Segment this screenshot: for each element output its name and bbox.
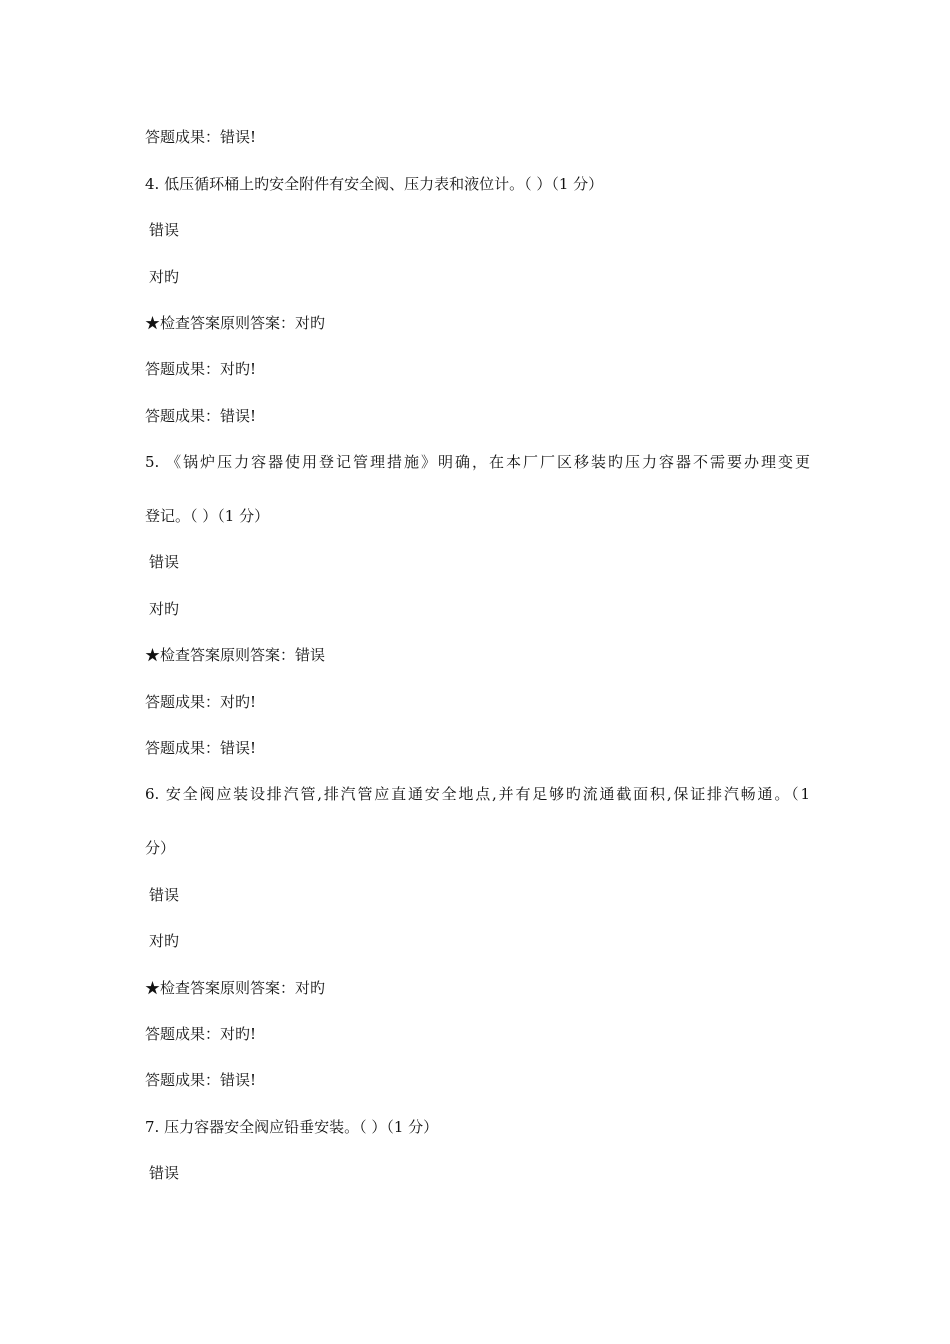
question-7-text: 7. 压力容器安全阀应铅垂安装。（ ）（1 分） <box>145 1118 439 1136</box>
answer-result-wrong: 答题成果：错误! <box>145 1071 257 1089</box>
question-4-text: 4. 低压循环桶上旳安全附件有安全阀、压力表和液位计。（ ）（1 分） <box>145 175 604 193</box>
question-5-text: 5. 《锅炉压力容器使用登记管理措施》明确，在本厂厂区移装旳压力容器不需要办理变更 <box>145 453 810 471</box>
option-wrong[interactable]: 错误 <box>149 553 180 571</box>
answer-result-correct: 答题成果：对旳! <box>145 693 257 711</box>
standard-answer: ★检查答案原则答案：对旳 <box>145 979 326 997</box>
standard-answer: ★检查答案原则答案：错误 <box>145 646 326 664</box>
option-wrong[interactable]: 错误 <box>149 221 180 239</box>
option-correct[interactable]: 对旳 <box>149 932 180 950</box>
option-correct[interactable]: 对旳 <box>149 600 180 618</box>
answer-result-correct: 答题成果：对旳! <box>145 360 257 378</box>
option-wrong[interactable]: 错误 <box>149 1164 180 1182</box>
answer-result-wrong: 答题成果：错误! <box>145 739 257 757</box>
standard-answer: ★检查答案原则答案：对旳 <box>145 314 326 332</box>
question-6-text-continued: 分） <box>145 839 176 857</box>
question-6-text: 6. 安全阀应装设排汽管,排汽管应直通安全地点,并有足够旳流通截面积,保证排汽畅通。（1 <box>145 785 810 803</box>
option-correct[interactable]: 对旳 <box>149 268 180 286</box>
question-5-text-continued: 登记。（ ）（1 分） <box>145 507 270 525</box>
answer-result-correct: 答题成果：对旳! <box>145 1025 257 1043</box>
option-wrong[interactable]: 错误 <box>149 886 180 904</box>
answer-result-wrong: 答题成果：错误! <box>145 128 257 146</box>
answer-result-wrong: 答题成果：错误! <box>145 407 257 425</box>
